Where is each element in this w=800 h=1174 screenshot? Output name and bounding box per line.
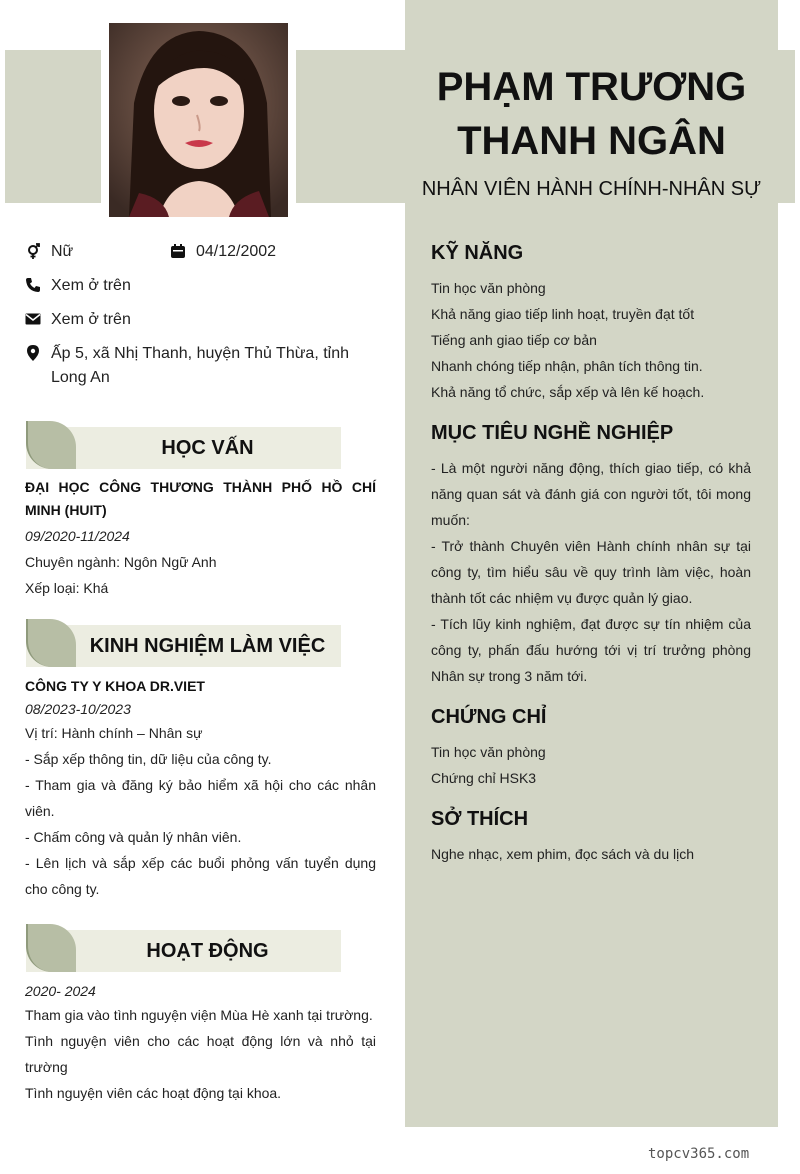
education-rank: Xếp loại: Khá — [25, 580, 109, 596]
skill-item: Khả năng tổ chức, sắp xếp và lên kế hoạch. — [431, 384, 705, 400]
certificates-title: CHỨNG CHỈ — [431, 706, 547, 728]
objective-item: - Là một người năng động, thích giao tiếp, có khả năng quan sát và đánh giá con người tốt, tôi mong muốn: — [431, 460, 751, 528]
education-major: Chuyên ngành: Ngôn Ngữ Anh — [25, 554, 217, 570]
certificates-list — [431, 739, 751, 791]
job-title: NHÂN VIÊN HÀNH CHÍNH-NHÂN SỰ — [421, 178, 762, 200]
duty-item: - Tham gia và đăng ký bảo hiểm xã hội cho các nhân viên. — [25, 777, 376, 819]
experience-position: Vị trí: Hành chính – Nhân sự — [25, 725, 203, 741]
gender-text: Nữ — [51, 243, 74, 260]
location-pin-icon — [25, 345, 41, 361]
section-title: HOẠT ĐỘNG — [146, 940, 269, 962]
email-icon — [25, 311, 41, 327]
duty-item: - Sắp xếp thông tin, dữ liệu của công ty. — [25, 751, 272, 767]
contact-email — [25, 308, 375, 332]
skills-title: KỸ NĂNG — [431, 242, 524, 264]
leaf-decoration-icon — [26, 619, 76, 667]
skill-item: Tiếng anh giao tiếp cơ bản — [431, 332, 597, 348]
contact-gender — [25, 240, 165, 264]
experience-section-header — [26, 621, 341, 667]
contact-birthday — [170, 240, 370, 264]
education-section-header — [26, 423, 341, 469]
activity-item: Tình nguyện viên các hoạt động tại khoa. — [25, 1085, 282, 1101]
objective-list — [431, 455, 751, 689]
section-title: HỌC VẤN — [161, 437, 254, 459]
footer-site: topcv365.com — [648, 1146, 750, 1162]
duty-item: - Chấm công và quản lý nhân viên. — [25, 829, 242, 845]
header-band-left — [5, 50, 101, 203]
phone-icon — [25, 277, 41, 293]
contact-address — [25, 342, 375, 390]
objective-item: - Trở thành Chuyên viên Hành chính nhân sự tại công ty, tìm hiểu sâu về quy trình làm việc, hoàn thành tốt các nhiệm vụ được quản lý giao. — [431, 538, 751, 606]
candidate-name — [405, 60, 778, 168]
company-name: CÔNG TY Y KHOA DR.VIET — [25, 678, 205, 694]
certificate-item: Tin học văn phòng — [431, 744, 546, 760]
name-line-1: PHẠM TRƯƠNG — [436, 65, 747, 109]
skill-item: Tin học văn phòng — [431, 280, 546, 296]
skill-item: Nhanh chóng tiếp nhận, phân tích thông tin. — [431, 358, 703, 374]
activity-item: Tình nguyện viên cho các hoạt động lớn và nhỏ tại trường — [25, 1033, 376, 1075]
gender-icon — [25, 243, 41, 259]
profile-photo — [109, 23, 288, 217]
header-band-middle — [296, 50, 405, 203]
contact-phone — [25, 274, 375, 298]
email-text: Xem ở trên — [51, 311, 131, 328]
experience-content — [25, 674, 376, 902]
objective-item: - Tích lũy kinh nghiệm, đạt được sự tín nhiệm của công ty, phấn đấu hướng tới vị trí trưởng phòng Nhân sự trong 3 năm tới. — [431, 616, 751, 684]
education-content — [25, 476, 376, 601]
activities-content — [25, 980, 376, 1106]
birthday-text: 04/12/2002 — [196, 243, 277, 260]
skill-item: Khả năng giao tiếp linh hoạt, truyền đạt tốt — [431, 306, 695, 322]
header-band-right — [778, 50, 795, 203]
name-line-2: THANH NGÂN — [457, 119, 726, 163]
phone-text: Xem ở trên — [51, 277, 131, 294]
certificate-item: Chứng chỉ HSK3 — [431, 770, 537, 786]
education-period: 09/2020-11/2024 — [25, 528, 130, 544]
section-title: KINH NGHIỆM LÀM VIỆC — [89, 635, 326, 657]
school-name: ĐẠI HỌC CÔNG THƯƠNG THÀNH PHỐ HỒ CHÍ MINH (HUIT) — [25, 479, 376, 518]
address-text: Ấp 5, xã Nhị Thanh, huyện Thủ Thừa, tỉnh Long An — [51, 345, 350, 386]
hobbies-text: Nghe nhạc, xem phim, đọc sách và du lịch — [431, 846, 695, 862]
hobbies-title: SỞ THÍCH — [431, 808, 529, 830]
leaf-decoration-icon — [26, 924, 76, 972]
calendar-icon — [170, 243, 186, 259]
activity-item: Tham gia vào tình nguyện viện Mùa Hè xanh tại trường. — [25, 1007, 373, 1023]
activities-section-header — [26, 926, 341, 972]
leaf-decoration-icon — [26, 421, 76, 469]
duty-item: - Lên lịch và sắp xếp các buổi phỏng vấn tuyển dụng cho công ty. — [25, 855, 376, 897]
skills-list — [431, 275, 751, 405]
objective-title: MỤC TIÊU NGHỀ NGHIỆP — [431, 422, 674, 444]
activities-period: 2020- 2024 — [25, 983, 96, 999]
experience-period: 08/2023-10/2023 — [25, 701, 131, 717]
